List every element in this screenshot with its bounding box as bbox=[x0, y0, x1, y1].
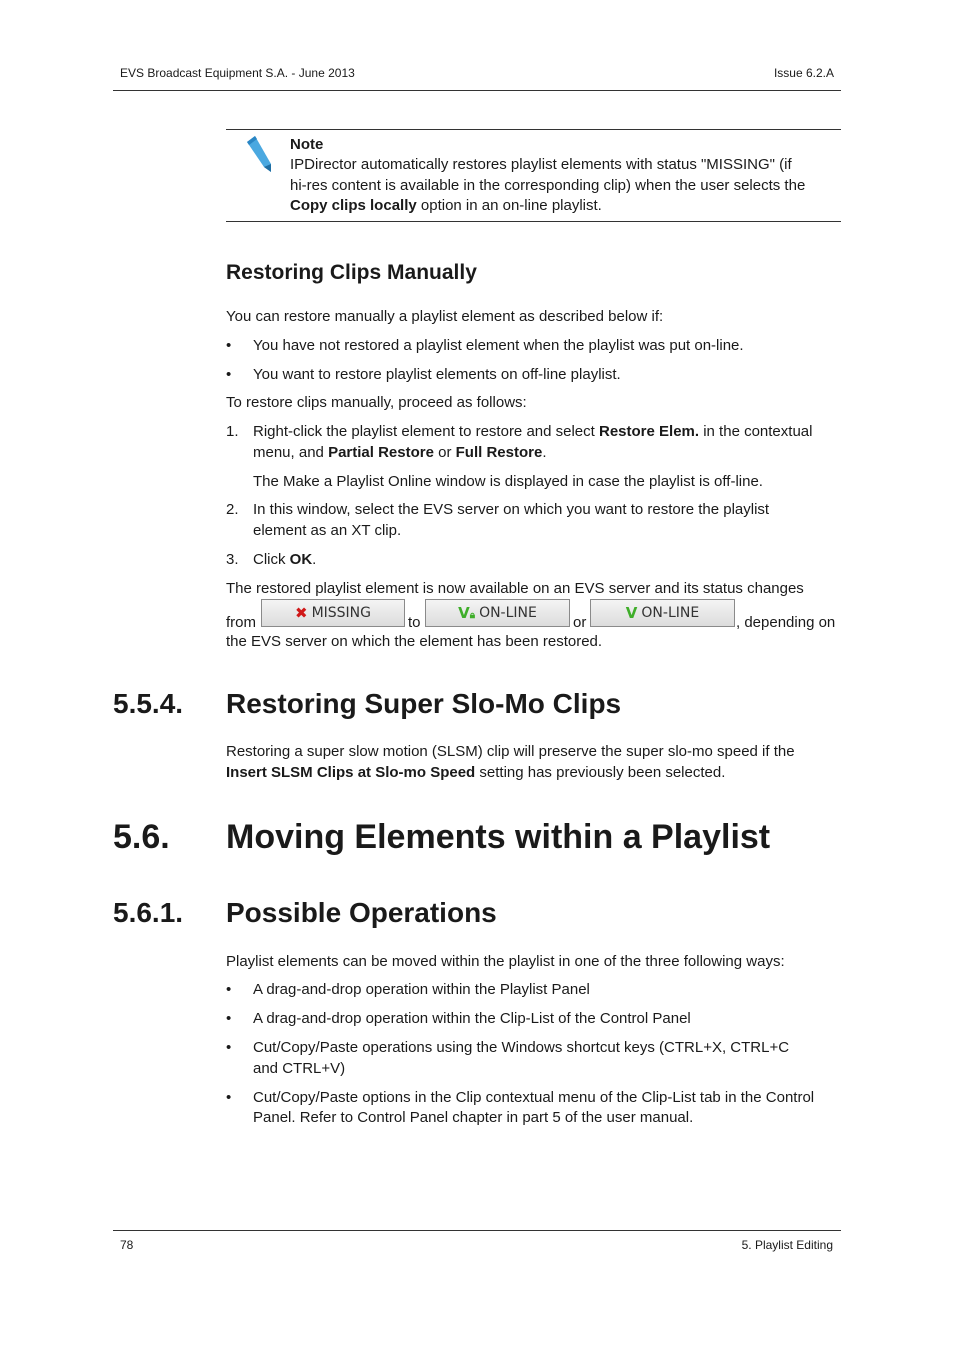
ops-bullet-3-line-1: Cut/Copy/Paste operations using the Windows shortcut keys (CTRL+X, CTRL+C bbox=[253, 1039, 790, 1056]
ops-bullet-3-line-2: and CTRL+V) bbox=[253, 1060, 346, 1077]
section-561-number: 5.6.1. bbox=[113, 897, 184, 928]
note-bottom-rule bbox=[226, 221, 841, 222]
restore-bullet-2: You want to restore playlist elements on off-line playlist. bbox=[253, 366, 621, 383]
result-from: from bbox=[226, 614, 256, 631]
step-2-line-2: element as an XT clip. bbox=[253, 522, 402, 539]
step-3-ok: OK bbox=[289, 551, 313, 568]
note-bold-copy-clips: Copy clips locally bbox=[290, 197, 417, 214]
section-554-number: 5.5.4. bbox=[113, 688, 184, 719]
heading-restoring-manually: Restoring Clips Manually bbox=[226, 261, 477, 284]
step-2-number: 2. bbox=[226, 501, 239, 518]
step-2-line-1: In this window, select the EVS server on which you want to restore the playlist bbox=[253, 501, 770, 518]
section-56-number: 5.6. bbox=[113, 818, 170, 856]
restore-intro: You can restore manually a playlist element as described below if: bbox=[226, 308, 664, 325]
header-left: EVS Broadcast Equipment S.A. - June 2013 bbox=[120, 66, 355, 80]
note-line-1: IPDirector automatically restores playlist elements with status "MISSING" (if bbox=[290, 156, 792, 173]
header-rule bbox=[113, 90, 841, 91]
status-online-badge-1 bbox=[425, 599, 570, 627]
step-3-line bbox=[253, 549, 316, 570]
check-lock-icon: V🔒︎ bbox=[458, 604, 476, 622]
bullet-mark: • bbox=[226, 1010, 232, 1027]
bullet-mark: • bbox=[226, 366, 232, 383]
step-1-restore-elem: Restore Elem. bbox=[599, 423, 700, 440]
ops-bullet-4-line-2: Panel. Refer to Control Panel chapter in part 5 of the user manual. bbox=[253, 1109, 694, 1126]
bullet-mark: • bbox=[226, 337, 232, 354]
step-3-text-a: Click bbox=[253, 551, 290, 568]
section-561-title: Possible Operations bbox=[226, 897, 497, 928]
step-1-line-1 bbox=[253, 421, 812, 442]
section-554-line-2-rest: setting has previously been selected. bbox=[475, 764, 726, 781]
result-line-3: the EVS server on which the element has been restored. bbox=[226, 633, 603, 650]
status-online-label-2: ON-LINE bbox=[641, 605, 700, 621]
ops-bullet-4-line-1: Cut/Copy/Paste options in the Clip contextual menu of the Clip-List tab in the Control bbox=[253, 1089, 815, 1106]
status-missing-badge bbox=[261, 599, 405, 627]
result-or: or bbox=[573, 614, 587, 631]
section-554-line-2 bbox=[226, 762, 725, 783]
note-title: Note bbox=[290, 136, 324, 153]
bullet-mark: • bbox=[226, 981, 232, 998]
ops-bullet-1: A drag-and-drop operation within the Playlist Panel bbox=[253, 981, 590, 998]
status-online-badge-2 bbox=[590, 599, 735, 627]
step-1-full-restore: Full Restore bbox=[455, 444, 543, 461]
step-1-note: The Make a Playlist Online window is displayed in case the playlist is off-line. bbox=[253, 473, 763, 490]
footer-page-number: 78 bbox=[120, 1238, 134, 1252]
step-1-line-2 bbox=[253, 442, 547, 463]
footer-rule bbox=[113, 1230, 841, 1231]
restore-bullet-1: You have not restored a playlist element when the playlist was put on-line. bbox=[253, 337, 744, 354]
status-online-label-1: ON-LINE bbox=[479, 605, 537, 621]
bullet-mark: • bbox=[226, 1089, 232, 1106]
step-3-number: 3. bbox=[226, 551, 239, 568]
step-1-partial-restore: Partial Restore bbox=[328, 444, 434, 461]
step-1-text-d: menu, and bbox=[253, 444, 329, 461]
slsm-setting-name: Insert SLSM Clips at Slo-mo Speed bbox=[226, 764, 476, 781]
ops-bullet-2: A drag-and-drop operation within the Clip-List of the Control Panel bbox=[253, 1010, 691, 1027]
step-1-text-c: in the contextual bbox=[699, 423, 813, 440]
section-554-title: Restoring Super Slo-Mo Clips bbox=[226, 688, 622, 719]
step-1-number: 1. bbox=[226, 423, 239, 440]
status-missing-label: MISSING bbox=[311, 605, 371, 621]
step-1-text-f: . bbox=[542, 444, 547, 461]
step-1-text-e: or bbox=[433, 444, 456, 461]
note-top-rule bbox=[226, 129, 841, 130]
section-56-title: Moving Elements within a Playlist bbox=[226, 818, 771, 856]
note-line-3-rest: option in an on-line playlist. bbox=[416, 197, 602, 214]
step-1-text-a: Right-click the playlist element to restore and select bbox=[253, 423, 599, 440]
check-icon: V bbox=[625, 604, 638, 622]
note-line-2: hi-res content is available in the corresponding clip) when the user selects the bbox=[290, 177, 806, 194]
footer-chapter: 5. Playlist Editing bbox=[741, 1238, 833, 1252]
restore-proceed: To restore clips manually, proceed as follows: bbox=[226, 394, 527, 411]
result-line-1: The restored playlist element is now available on an EVS server and its status changes bbox=[226, 580, 804, 597]
pencil-icon bbox=[243, 134, 275, 181]
result-to: to bbox=[408, 614, 421, 631]
section-561-intro: Playlist elements can be moved within the playlist in one of the three following ways: bbox=[226, 953, 785, 970]
bullet-mark: • bbox=[226, 1039, 232, 1056]
header-right: Issue 6.2.A bbox=[773, 66, 834, 80]
step-3-text-c: . bbox=[312, 551, 317, 568]
result-depending: , depending on bbox=[736, 614, 836, 631]
section-554-line-1: Restoring a super slow motion (SLSM) clip will preserve the super slo-mo speed if the bbox=[226, 743, 795, 760]
note-line-3 bbox=[290, 195, 602, 216]
cross-icon: ✖ bbox=[294, 604, 308, 622]
